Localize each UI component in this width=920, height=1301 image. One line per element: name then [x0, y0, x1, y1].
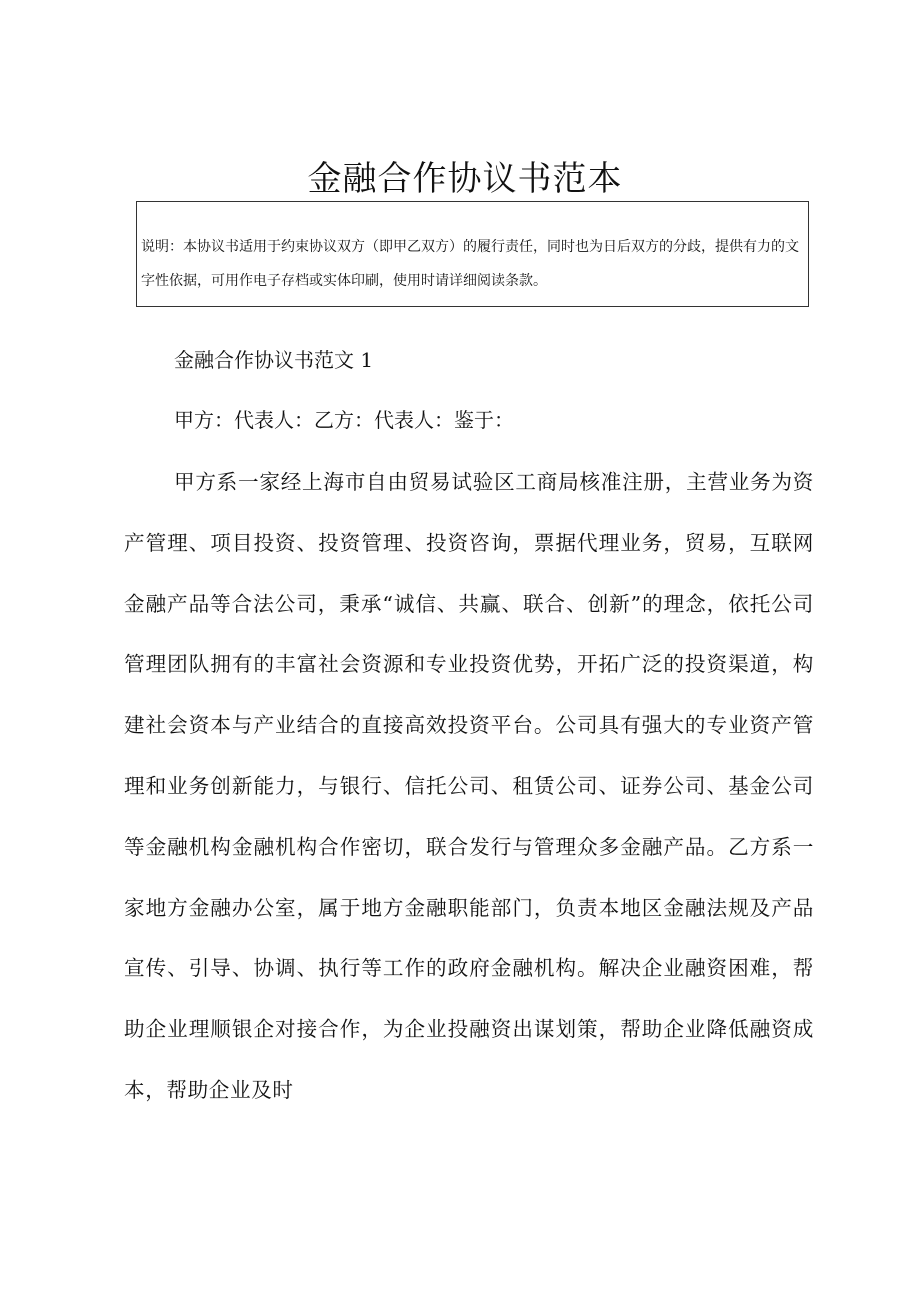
document-subtitle: 金融合作协议书范文 1 — [174, 348, 374, 372]
parties-line: 甲方：代表人：乙方：代表人：鉴于： — [174, 408, 514, 432]
notice-text: 说明：本协议书适用于约束协议双方（即甲乙双方）的履行责任，同时也为日后双方的分歧，提供有力的文字性依据，可用作电子存档或实体印刷，使用时请详细阅读条款。 — [141, 239, 799, 289]
body-paragraph: 甲方系一家经上海市自由贸易试验区工商局核准注册，主营业务为资产管理、项目投资、投资管理、投资咨询，票据代理业务，贸易，互联网金融产品等合法公司，秉承“诚信、共赢、联合、创新”的理念，依托公司管理团队拥有的丰富社会资源和专业投资优势，开拓广泛的投资渠道，构建社会资本与产业结合的直接高效投资平台。公司具有强大的专业资产管理和业务创新能力，与银行、信托公司、租赁公司、证券公司、基金公司等金融机构金融机构合作密切，联合发行与管理众多金融产品。乙方系一家地方金融办公室，属于地方金融职能部门，负责本地区金融法规及产品宣传、引导、协调、执行等工作的政府金融机构。解决企业融资困难，帮助企业理顺银企对接合作，为企业投融资出谋划策，帮助企业降低融资成本，帮助企业及时 — [124, 470, 814, 1102]
document-title: 金融合作协议书范本 — [307, 159, 623, 199]
notice-box — [136, 201, 809, 307]
